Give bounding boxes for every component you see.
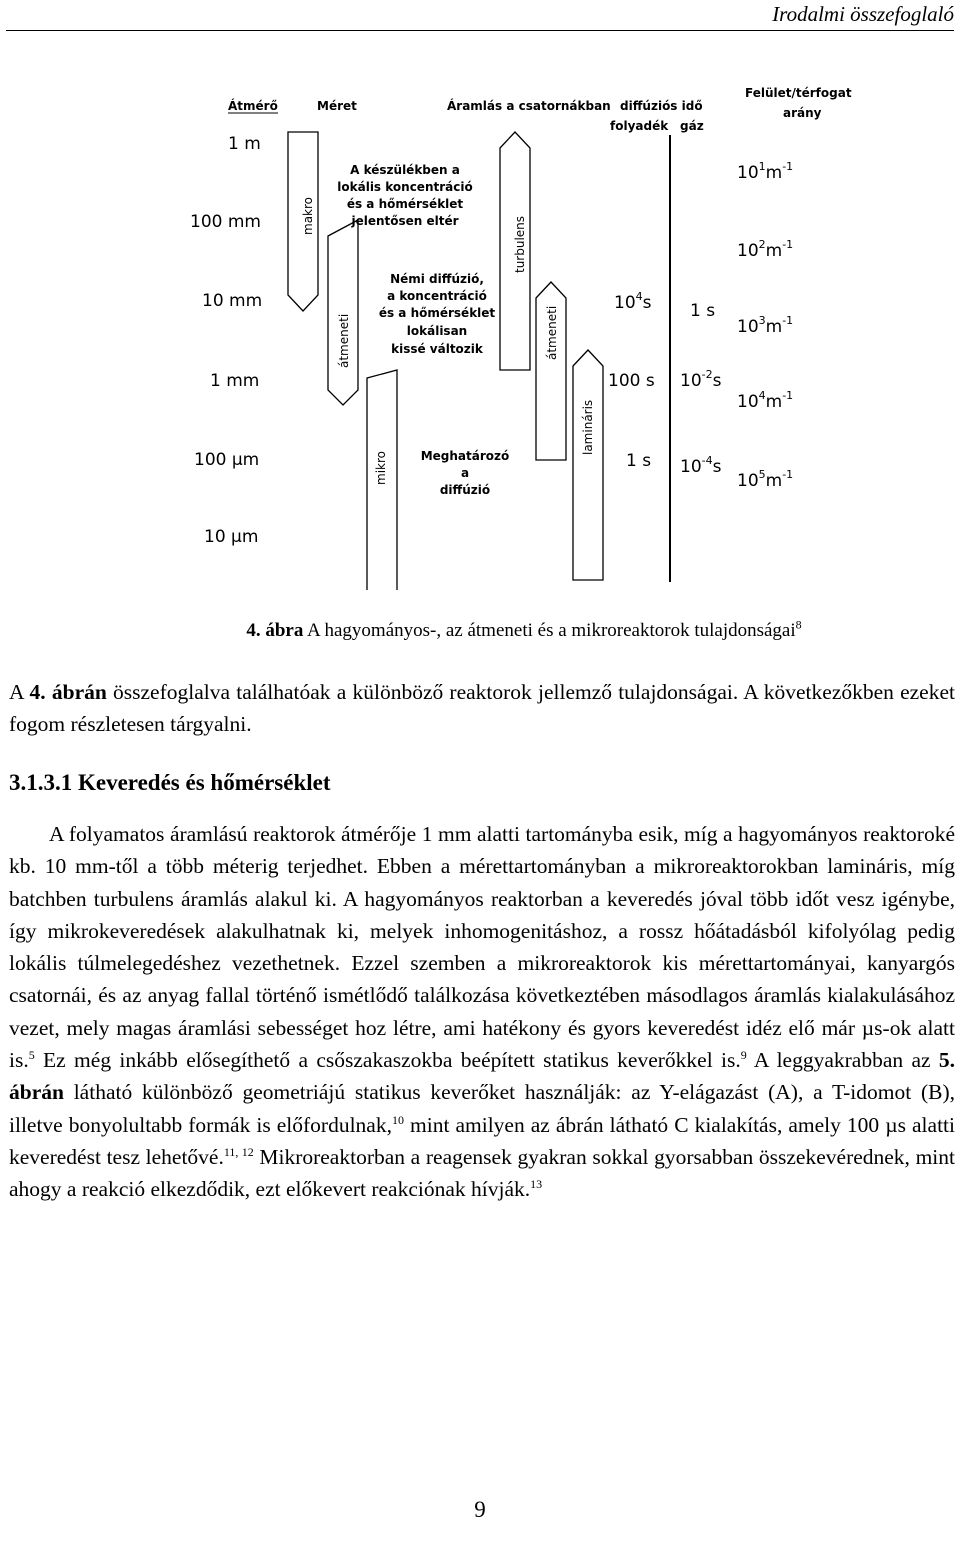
note-line: Némi diffúzió, — [390, 272, 484, 286]
size-label: 100 µm — [194, 450, 260, 470]
surface-volume-ratios — [737, 160, 793, 491]
bar-label-mikro-size: mikro — [374, 451, 388, 485]
ratio-value: $10^3m^{-1}$ — [737, 314, 794, 337]
intro-text: A — [9, 680, 30, 704]
note-atmeneti — [379, 272, 496, 356]
body-paragraph — [9, 818, 955, 1206]
header-aramlas: Áramlás a csatornákban — [447, 99, 611, 113]
header-diffuzios-ido: diffúziós idő — [620, 99, 703, 113]
header-atmero: Átmérő — [228, 99, 278, 113]
intro-figure-ref: 4. ábrán — [29, 680, 107, 704]
caption-label: 4. ábra — [246, 620, 304, 641]
bar-label-makro: makro — [301, 196, 315, 235]
body-text: Mikroreaktorban a reagensek gyakran sokkal gyorsabban összekevérednek, mint ahogy a reakció elkezdődik, ezt előkevert reakciónak hívják. — [9, 1144, 956, 1202]
header-folyadek: folyadék — [610, 119, 669, 133]
header-meret: Méret — [317, 99, 357, 113]
note-makro — [337, 163, 472, 228]
bar-label-turbulens: turbulens — [513, 215, 527, 273]
note-line: a koncentráció — [387, 289, 487, 303]
citation: 5 — [28, 1047, 35, 1062]
citation: 13 — [530, 1177, 543, 1192]
figure-ref: 5. ábrán — [9, 1048, 955, 1105]
section-heading: 3.1.3.1 Keveredés és hőmérséklet — [9, 770, 331, 795]
body-text: A leggyakrabban az — [746, 1048, 939, 1073]
ratio-value: $10^1m^{-1}$ — [737, 160, 794, 183]
gas-time: $10^{-4}s$ — [680, 454, 722, 477]
ratio-value: $10^5m^{-1}$ — [737, 468, 794, 491]
header-gaz: gáz — [680, 119, 704, 133]
ratio-value: $10^4m^{-1}$ — [737, 389, 794, 412]
note-mikro — [421, 449, 510, 497]
caption-text: A hagyományos-, az átmeneti és a mikroreaktorok tulajdonságai — [303, 620, 796, 641]
liquid-time: $10^4s$ — [614, 290, 652, 313]
bar-label-laminaris: lamináris — [581, 399, 595, 455]
caption-ref: 8 — [795, 617, 802, 632]
gas-times — [680, 301, 722, 477]
citation: 10 — [391, 1112, 404, 1127]
page-number: 9 — [474, 1497, 486, 1522]
header-title: Irodalmi összefoglaló — [772, 2, 954, 26]
bar-atmeneti-size — [328, 220, 358, 405]
size-label: 10 mm — [202, 291, 263, 311]
ratio-value: $10^2m^{-1}$ — [737, 238, 794, 261]
reactor-properties-figure — [180, 80, 860, 590]
note-line: kissé változik — [391, 342, 483, 356]
figure-caption — [0, 617, 960, 642]
note-line: lokális koncentráció — [337, 180, 473, 194]
size-labels — [190, 134, 262, 547]
gas-time: 1 s — [690, 301, 716, 321]
note-line: diffúzió — [439, 483, 491, 497]
intro-text: összefoglalva találhatóak a különböző reaktorok jellemző tulajdonságai. A következőkben ezeket fogom részletesen tárgyalni. — [9, 680, 955, 737]
size-label: 10 µm — [204, 527, 259, 547]
bar-label-atmeneti-size: átmeneti — [337, 313, 351, 368]
note-line: A készülékben a — [350, 163, 460, 177]
header-rule — [6, 30, 954, 31]
header-felulet-1: Felület/térfogat — [745, 86, 852, 100]
body-text: A folyamatos áramlású reaktorok átmérője 1 mm alatti tartományba esik, míg a hagyományos reaktoroké kb. 10 mm-től a több méterig terjedhet. Ebben a mérettartományban a mikroreaktorokban lamináris, míg batchben turbulens áramlás alakul ki. A hagyományos reaktorban a keveredés jóval több időt vesz igénybe, így mikrokeveredések alakulhatnak ki, melyek inhomogenitáshoz, a rossz hőátadásból kifolyólag pedig lokális túlmelegedéshez vezethetnek. Ezzel szemben a mikroreaktorok kis mérettartományai, kanyargós csatornái, és az anyag fallal történő ismétlődő találkozása következtében másodlagos áramlás kialakulásához vezet, mely magas áramlási sebességet hoz létre, ami hatékony és gyors keveredést idéz elő már µs-ok alatt is. — [9, 822, 955, 1073]
gas-time: $10^{-2}s$ — [680, 368, 722, 391]
note-line: jelentősen eltér — [351, 214, 459, 228]
note-line: a — [460, 466, 470, 480]
note-line: Meghatározó — [420, 449, 510, 463]
bar-laminaris — [573, 350, 603, 580]
body-text: mint amilyen az ábrán látható C kialakítás, amely 100 µs alatti keveredést tesz lehetővé. — [9, 1112, 955, 1169]
intro-paragraph — [9, 676, 955, 741]
body-text: látható különböző geometriájú statikus keverőket használják: az Y-elágazást (A), a T-idomot (B), illetve bonyolultabb formák is előfordulnak, — [9, 1080, 955, 1137]
size-label: 100 mm — [190, 212, 261, 232]
liquid-time: 100 s — [608, 371, 655, 391]
liquid-time: 1 s — [626, 451, 652, 471]
citation: 11, 12 — [223, 1144, 254, 1159]
note-line: és a hőmérséklet — [378, 306, 496, 320]
note-line: és a hőmérséklet — [346, 197, 464, 211]
header-felulet-2: arány — [783, 106, 822, 120]
size-label: 1 mm — [210, 371, 260, 391]
citation: 9 — [740, 1047, 747, 1062]
note-line: lokálisan — [406, 324, 468, 338]
bar-label-atmeneti-flow: átmeneti — [545, 305, 559, 360]
size-label: 1 m — [228, 134, 261, 154]
liquid-times — [608, 290, 655, 471]
body-text: Ez még inkább elősegíthető a csőszakaszokba beépített statikus keverőkkel is. — [34, 1048, 741, 1073]
